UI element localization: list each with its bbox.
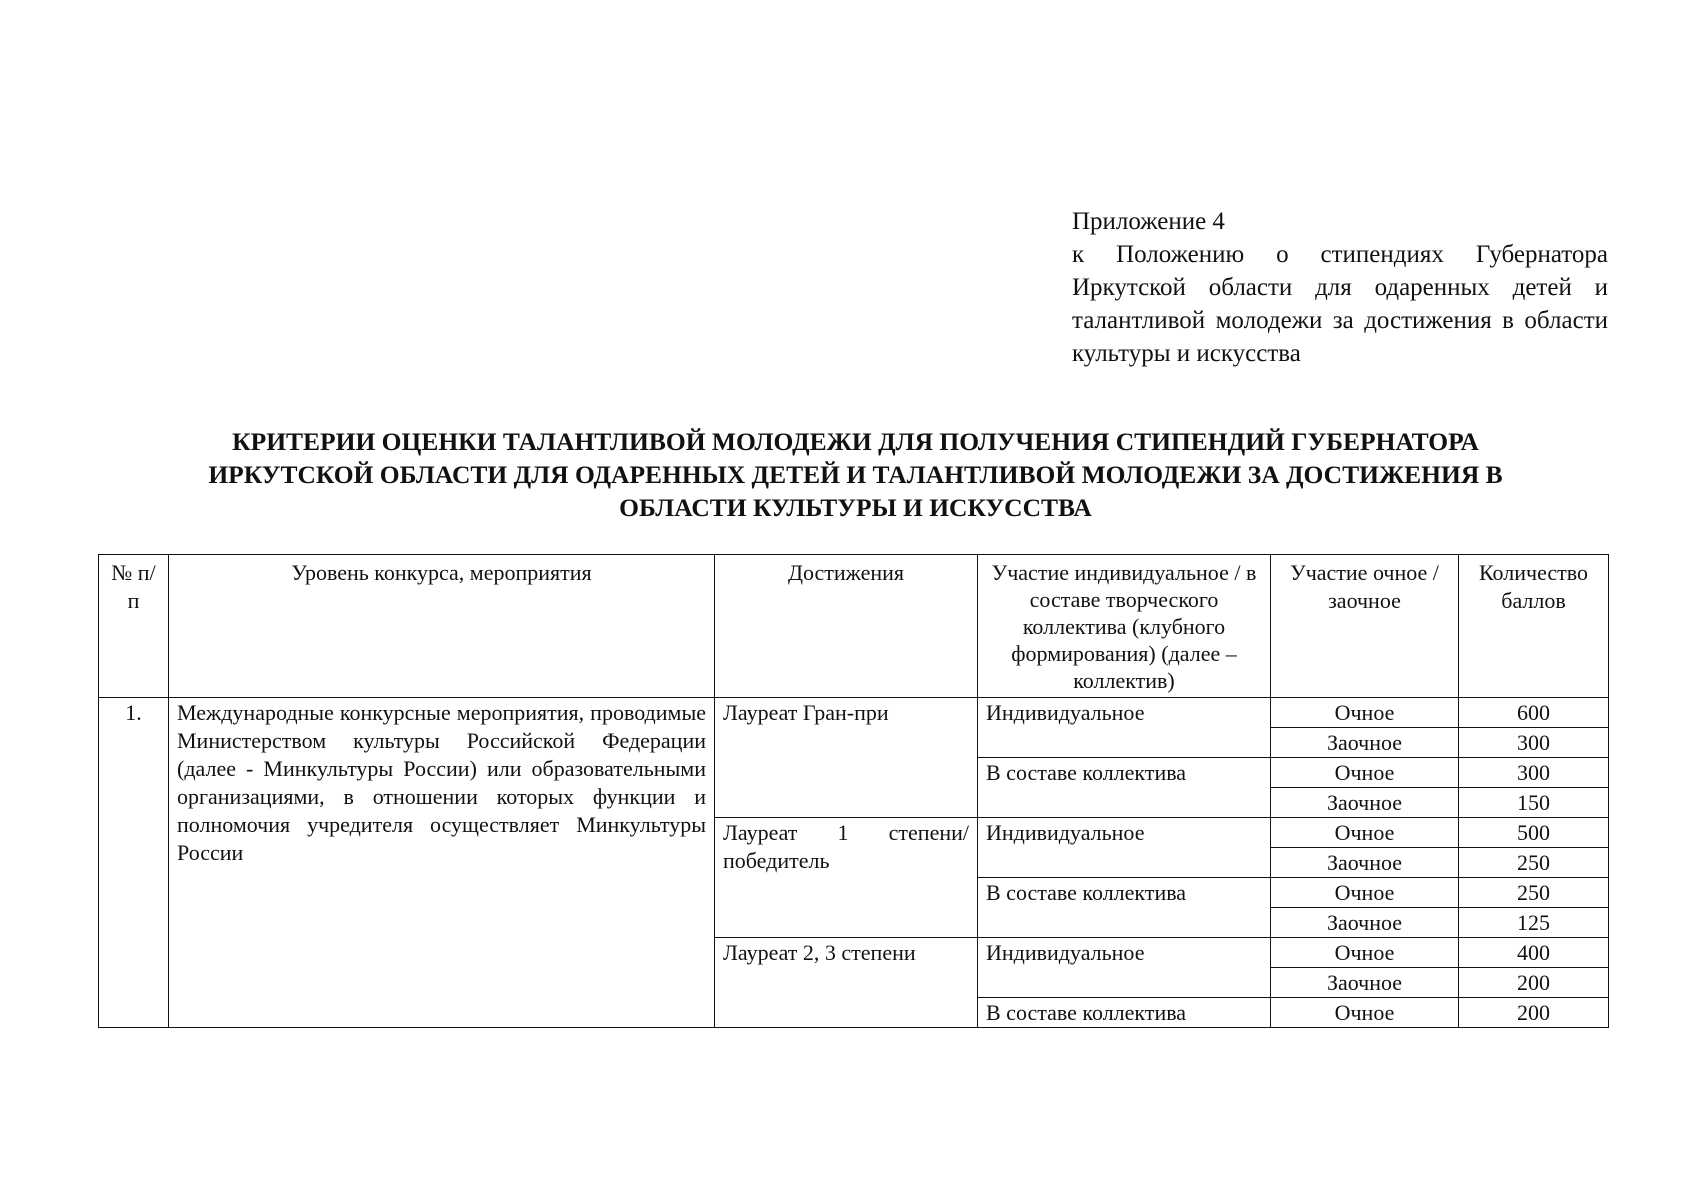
form-cell: Очное	[1271, 998, 1459, 1028]
form-cell: Заочное	[1271, 848, 1459, 878]
achievement-first-degree: Лауреат 1 степени/ победитель	[715, 818, 978, 938]
participation-individual: Индивидуальное	[978, 818, 1271, 878]
participation-individual: Индивидуальное	[978, 698, 1271, 758]
points-cell: 200	[1459, 998, 1609, 1028]
points-cell: 500	[1459, 818, 1609, 848]
participation-collective: В составе коллектива	[978, 878, 1271, 938]
form-cell: Заочное	[1271, 968, 1459, 998]
participation-collective: В составе коллектива	[978, 998, 1271, 1028]
annex-label: Приложение 4	[1072, 208, 1225, 235]
form-cell: Очное	[1271, 818, 1459, 848]
header-level: Уровень конкурса, мероприятия	[169, 555, 715, 698]
header-row	[99, 555, 1609, 698]
points-cell: 200	[1459, 968, 1609, 998]
criteria-table	[98, 554, 1609, 1028]
form-cell: Очное	[1271, 758, 1459, 788]
points-cell: 300	[1459, 728, 1609, 758]
form-cell: Заочное	[1271, 728, 1459, 758]
row-number: 1.	[99, 698, 169, 1028]
form-cell: Заочное	[1271, 908, 1459, 938]
form-cell: Очное	[1271, 698, 1459, 728]
table-row	[99, 698, 1609, 728]
points-cell: 250	[1459, 848, 1609, 878]
form-cell: Очное	[1271, 938, 1459, 968]
form-cell: Заочное	[1271, 788, 1459, 818]
header-achievement: Достижения	[715, 555, 978, 698]
points-cell: 150	[1459, 788, 1609, 818]
annex-subtitle: к Положению о стипендиях Губернатора Иркутской области для одаренных детей и талантливой молодежи за достижения в области культуры и искусства	[1072, 241, 1608, 367]
form-cell: Очное	[1271, 878, 1459, 908]
participation-collective: В составе коллектива	[978, 758, 1271, 818]
header-participation: Участие индивидуальное / в составе творческого коллектива (клубного формирования) (далее – коллектив)	[978, 555, 1271, 698]
points-cell: 300	[1459, 758, 1609, 788]
title-line-3: ОБЛАСТИ КУЛЬТУРЫ И ИСКУССТВА	[619, 493, 1092, 522]
achievement-grand-prix: Лауреат Гран-при	[715, 698, 978, 818]
header-form: Участие очное / заочное	[1271, 555, 1459, 698]
points-cell: 600	[1459, 698, 1609, 728]
points-cell: 400	[1459, 938, 1609, 968]
achievement-second-third-degree: Лауреат 2, 3 степени	[715, 938, 978, 1028]
annex-block	[1072, 205, 1608, 370]
participation-individual: Индивидуальное	[978, 938, 1271, 998]
competition-level: Международные конкурсные мероприятия, проводимые Министерством культуры Российской Федерации (далее - Минкультуры России) или образовательными организациями, в отношении которых функции и полномочия учредителя осуществляет Минкультуры России	[169, 698, 715, 1028]
title-line-1: КРИТЕРИИ ОЦЕНКИ ТАЛАНТЛИВОЙ МОЛОДЕЖИ ДЛЯ ПОЛУЧЕНИЯ СТИПЕНДИЙ ГУБЕРНАТОРА	[232, 427, 1479, 456]
points-cell: 125	[1459, 908, 1609, 938]
title-line-2: ИРКУТСКОЙ ОБЛАСТИ ДЛЯ ОДАРЕННЫХ ДЕТЕЙ И ТАЛАНТЛИВОЙ МОЛОДЕЖИ ЗА ДОСТИЖЕНИЯ В	[208, 460, 1503, 489]
points-cell: 250	[1459, 878, 1609, 908]
document-title	[98, 425, 1613, 524]
header-points: Количество баллов	[1459, 555, 1609, 698]
header-num: № п/п	[99, 555, 169, 698]
